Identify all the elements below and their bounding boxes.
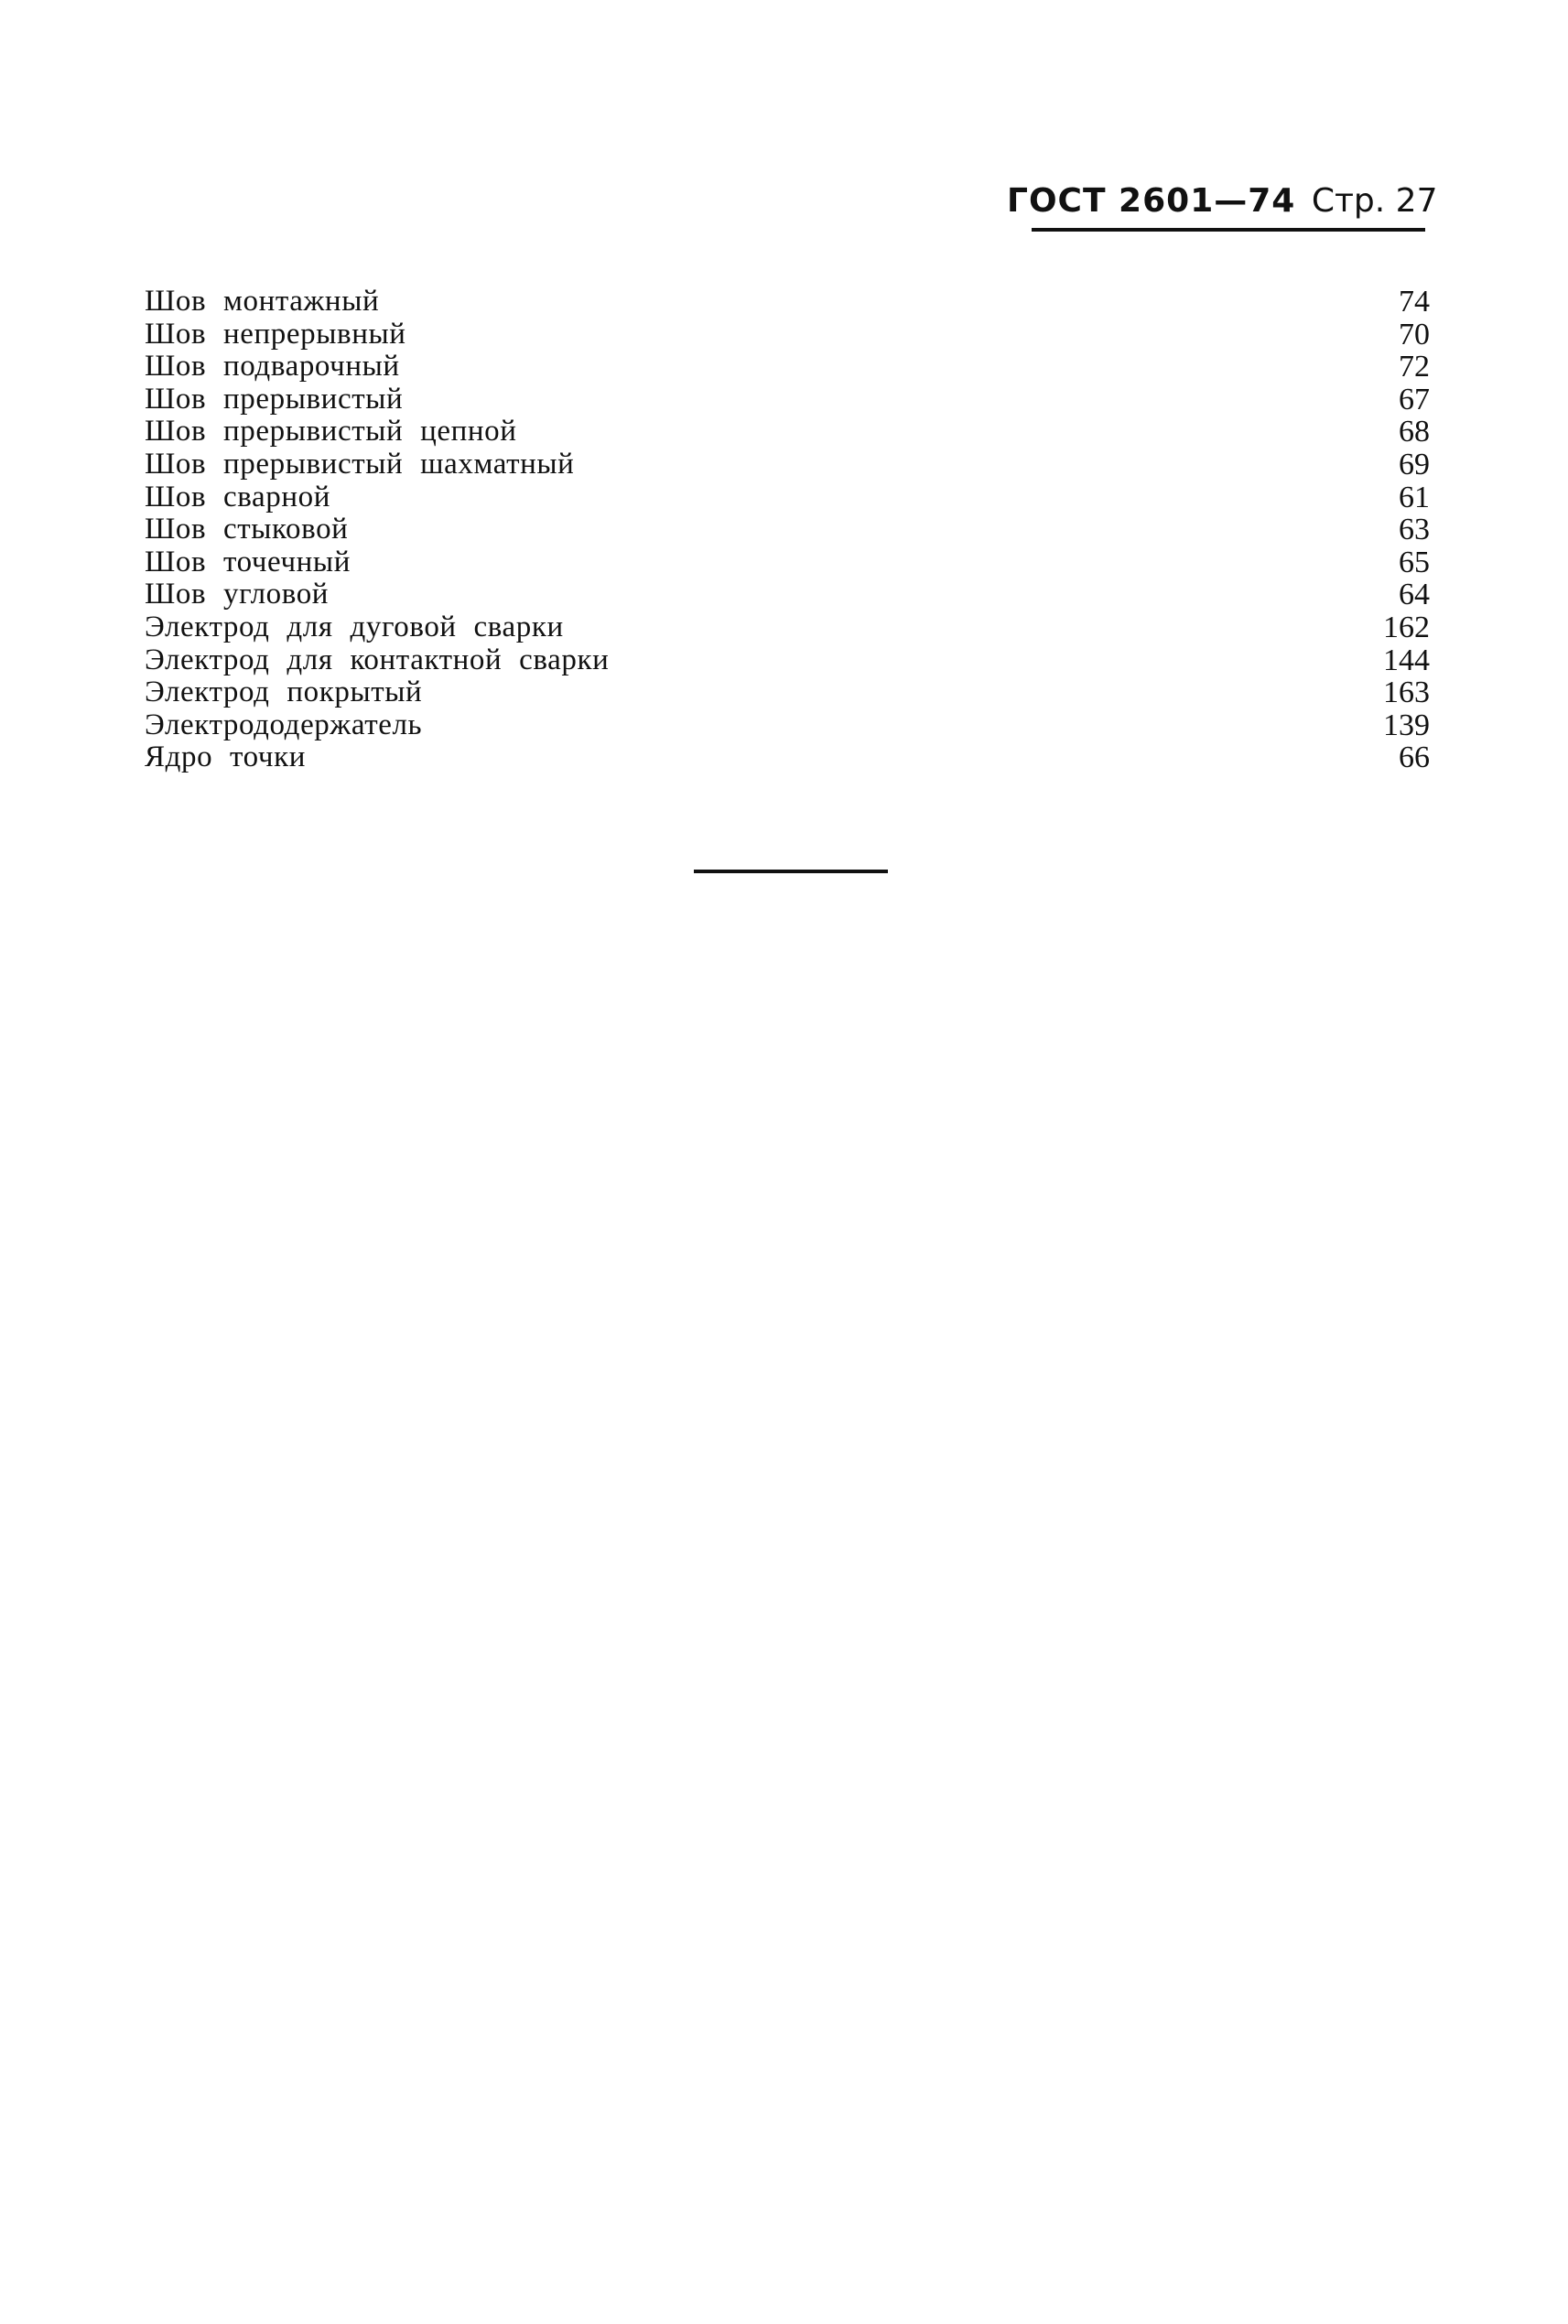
header-rule [1032, 228, 1425, 232]
index-term: Шов точечный [145, 545, 351, 578]
index-page-ref: 61 [1399, 480, 1430, 514]
index-page-ref: 163 [1383, 676, 1430, 710]
index-page-ref: 139 [1383, 708, 1430, 742]
index-term: Шов подварочный [145, 350, 400, 384]
index-page-ref: 64 [1399, 578, 1430, 612]
index-page-ref: 67 [1399, 382, 1430, 416]
index-page-ref: 63 [1399, 513, 1430, 547]
index-page-ref: 74 [1399, 285, 1430, 319]
index-page-ref: 68 [1399, 415, 1430, 449]
index-term: Шов прерывистый [145, 382, 404, 416]
page-header [1007, 174, 1438, 229]
index-page-ref: 69 [1399, 447, 1430, 481]
index-entry [145, 709, 1430, 742]
index-page-ref: 65 [1399, 545, 1430, 579]
subject-index [145, 286, 1430, 774]
index-page-ref: 72 [1399, 350, 1430, 384]
index-entry [145, 449, 1430, 481]
index-entry [145, 513, 1430, 546]
index-entry [145, 676, 1430, 709]
index-term: Электрод для дуговой сварки [145, 610, 564, 643]
index-page-ref: 162 [1383, 610, 1430, 644]
index-term: Шов стыковой [145, 513, 349, 546]
index-entry [145, 384, 1430, 416]
index-entry [145, 416, 1430, 449]
index-term: Шов прерывистый цепной [145, 415, 517, 449]
index-term: Шов непрерывный [145, 317, 406, 351]
index-term: Ядро точки [145, 740, 306, 774]
page-number: Стр. 27 [1311, 182, 1438, 220]
index-page-ref: 66 [1399, 740, 1430, 775]
index-entry [145, 644, 1430, 677]
index-entry [145, 578, 1430, 611]
end-of-index-rule [694, 870, 888, 873]
index-entry [145, 611, 1430, 644]
index-entry [145, 351, 1430, 384]
index-term: Электрод покрытый [145, 676, 423, 709]
index-term: Шов прерывистый шахматный [145, 447, 575, 481]
index-page-ref: 70 [1399, 317, 1430, 351]
standard-number: ГОСТ 2601—74 [1007, 182, 1296, 220]
index-term: Шов монтажный [145, 285, 380, 318]
index-term: Шов сварной [145, 480, 330, 513]
index-page-ref: 144 [1383, 643, 1430, 677]
index-entry [145, 319, 1430, 351]
index-entry [145, 286, 1430, 319]
index-term: Электрододержатель [145, 708, 423, 741]
index-entry [145, 481, 1430, 514]
index-entry [145, 546, 1430, 579]
index-term: Шов угловой [145, 578, 330, 611]
index-entry [145, 741, 1430, 774]
index-term: Электрод для контактной сварки [145, 643, 610, 676]
